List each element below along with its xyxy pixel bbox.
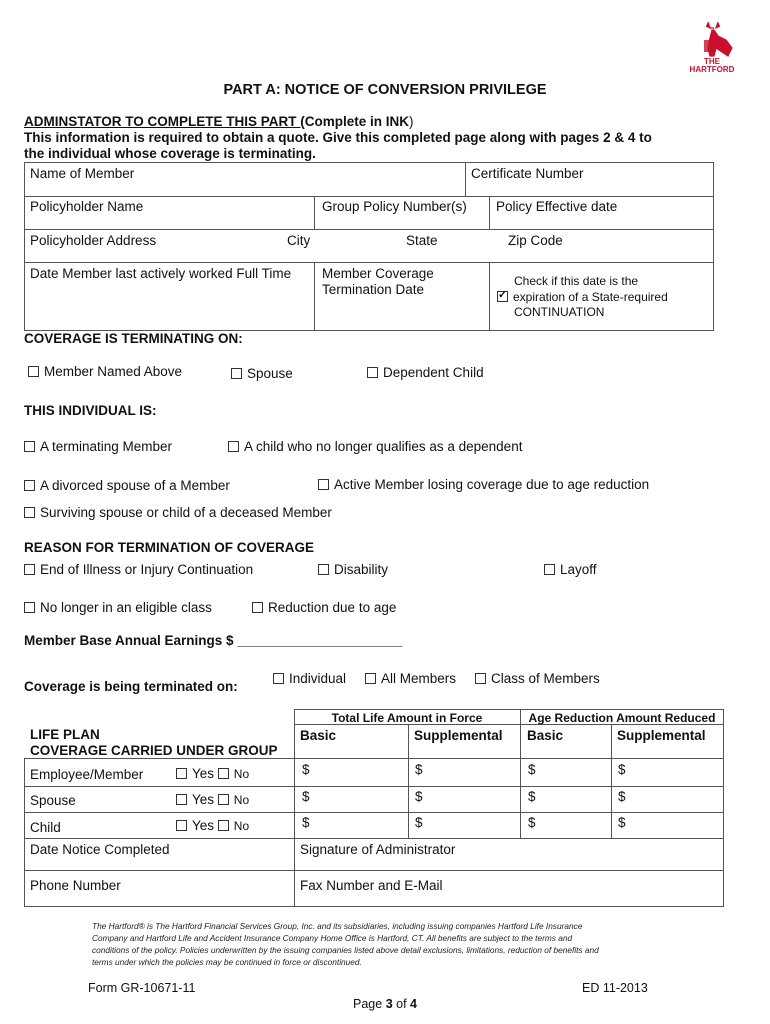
dollar-cell[interactable]: $ <box>302 789 310 804</box>
policyholder-address-label: Policyholder Address <box>30 233 157 248</box>
continuation-check[interactable]: Check if this date is the ✓expiration of a State-required CONTINUATION <box>497 274 668 321</box>
state-label: State <box>406 233 438 248</box>
basic-header-2: Basic <box>527 728 564 743</box>
basic-header-1: Basic <box>300 728 337 743</box>
yes-no-employee[interactable]: Yes No <box>176 766 249 781</box>
coverage-by-label: Coverage is being terminated on: <box>24 679 238 694</box>
earnings-blank[interactable]: ______________________ <box>237 633 403 648</box>
row-employee-label: Employee/Member <box>30 767 144 782</box>
option-dependent-child[interactable]: Dependent Child <box>367 365 484 380</box>
dollar-cell[interactable]: $ <box>618 815 626 830</box>
dollar-cell[interactable]: $ <box>415 815 423 830</box>
dollar-cell[interactable]: $ <box>415 762 423 777</box>
option-child-no-longer[interactable]: A child who no longer qualifies as a dependent <box>228 439 522 454</box>
option-class-members[interactable]: Class of Members <box>475 671 600 686</box>
date-notice-label: Date Notice Completed <box>30 842 170 857</box>
earnings-label: Member Base Annual Earnings $ <box>24 633 234 648</box>
individual-heading: THIS INDIVIDUAL IS: <box>24 403 157 418</box>
supplemental-header-2: Supplemental <box>617 728 706 743</box>
total-life-header: Total Life Amount in Force <box>331 711 483 725</box>
continuation-checkbox[interactable] <box>497 291 508 302</box>
dollar-cell[interactable]: $ <box>302 815 310 830</box>
certificate-number-label: Certificate Number <box>471 166 584 181</box>
admin-line2: This information is required to obtain a quote. Give this completed page along with pages 2 & 4 to <box>24 130 652 145</box>
signature-label: Signature of Administrator <box>300 842 456 857</box>
hartford-logo <box>682 18 742 76</box>
coverage-terminating-heading: COVERAGE IS TERMINATING ON: <box>24 331 243 346</box>
option-divorced-spouse[interactable]: A divorced spouse of a Member <box>24 478 230 493</box>
dollar-cell[interactable]: $ <box>618 789 626 804</box>
admin-heading: ADMINSTATOR TO COMPLETE THIS PART ( <box>24 114 305 129</box>
option-age-reduction[interactable]: Active Member losing coverage due to age reduction <box>318 477 649 492</box>
group-policy-label: Group Policy Number(s) <box>322 199 467 214</box>
form-edition: ED 11-2013 <box>582 981 648 995</box>
supplemental-header-1: Supplemental <box>414 728 503 743</box>
option-reduction-age[interactable]: Reduction due to age <box>252 600 396 615</box>
row-child-label: Child <box>30 820 61 835</box>
policy-effective-label: Policy Effective date <box>496 199 618 214</box>
reason-heading: REASON FOR TERMINATION OF COVERAGE <box>24 540 315 555</box>
date-last-worked-label: Date Member last actively worked Full Time <box>30 266 292 281</box>
zip-label: Zip Code <box>508 233 563 248</box>
dollar-cell[interactable]: $ <box>302 762 310 777</box>
name-of-member-label: Name of Member <box>30 166 135 181</box>
option-member[interactable]: Member Named Above <box>28 364 182 379</box>
page-title: PART A: NOTICE OF CONVERSION PRIVILEGE <box>223 82 547 98</box>
option-illness[interactable]: End of Illness or Injury Continuation <box>24 562 253 577</box>
age-reduction-header: Age Reduction Amount Reduced <box>528 711 716 725</box>
option-individual[interactable]: Individual <box>273 671 346 686</box>
dollar-cell[interactable]: $ <box>618 762 626 777</box>
option-layoff[interactable]: Layoff <box>544 562 597 577</box>
option-terminating-member[interactable]: A terminating Member <box>24 439 172 454</box>
admin-instructions <box>24 114 652 162</box>
page-number: Page 3 of 4 <box>353 997 417 1011</box>
member-coverage-label: Member Coverage Termination Date <box>322 266 434 297</box>
admin-heading-close: ) <box>409 114 414 129</box>
admin-line3: the individual whose coverage is terminating. <box>24 146 316 161</box>
city-label: City <box>287 233 311 248</box>
admin-heading-ink: Complete in INK <box>304 114 410 129</box>
option-surviving[interactable]: Surviving spouse or child of a deceased Member <box>24 505 332 520</box>
phone-label: Phone Number <box>30 878 121 893</box>
logo-line1: THE <box>704 57 720 66</box>
dollar-cell[interactable]: $ <box>528 789 536 804</box>
fax-label: Fax Number and E-Mail <box>300 878 443 893</box>
yes-no-child[interactable]: Yes No <box>176 818 249 833</box>
dollar-cell[interactable]: $ <box>528 762 536 777</box>
logo-line2: HARTFORD <box>689 65 735 74</box>
dollar-cell[interactable]: $ <box>415 789 423 804</box>
option-disability[interactable]: Disability <box>318 562 388 577</box>
option-all-members[interactable]: All Members <box>365 671 456 686</box>
yes-no-spouse[interactable]: Yes No <box>176 792 249 807</box>
earnings-row[interactable] <box>24 633 403 648</box>
form-number: Form GR-10671-11 <box>88 981 196 995</box>
option-no-longer-eligible[interactable]: No longer in an eligible class <box>24 600 212 615</box>
policyholder-name-label: Policyholder Name <box>30 199 144 214</box>
dollar-cell[interactable]: $ <box>528 815 536 830</box>
stag-icon <box>688 18 738 60</box>
row-spouse-label: Spouse <box>30 793 76 808</box>
life-plan-heading: LIFE PLAN COVERAGE CARRIED UNDER GROUP <box>30 727 278 758</box>
option-spouse[interactable]: Spouse <box>231 366 293 381</box>
footnote: The Hartford® is The Hartford Financial Services Group, Inc. and its subsidiaries, including issuing companies Hartford Life Insurance Company and Hartford Life and Accident Insurance Company Home Office is Hartford, CT. All benefits are subject to the terms and conditions of the policy. Policies underwritten by the issuing companies listed above detail exclusions, limitations, reduction of benefits and terms under which the policies may be continued in force or discontinued. <box>92 921 599 967</box>
